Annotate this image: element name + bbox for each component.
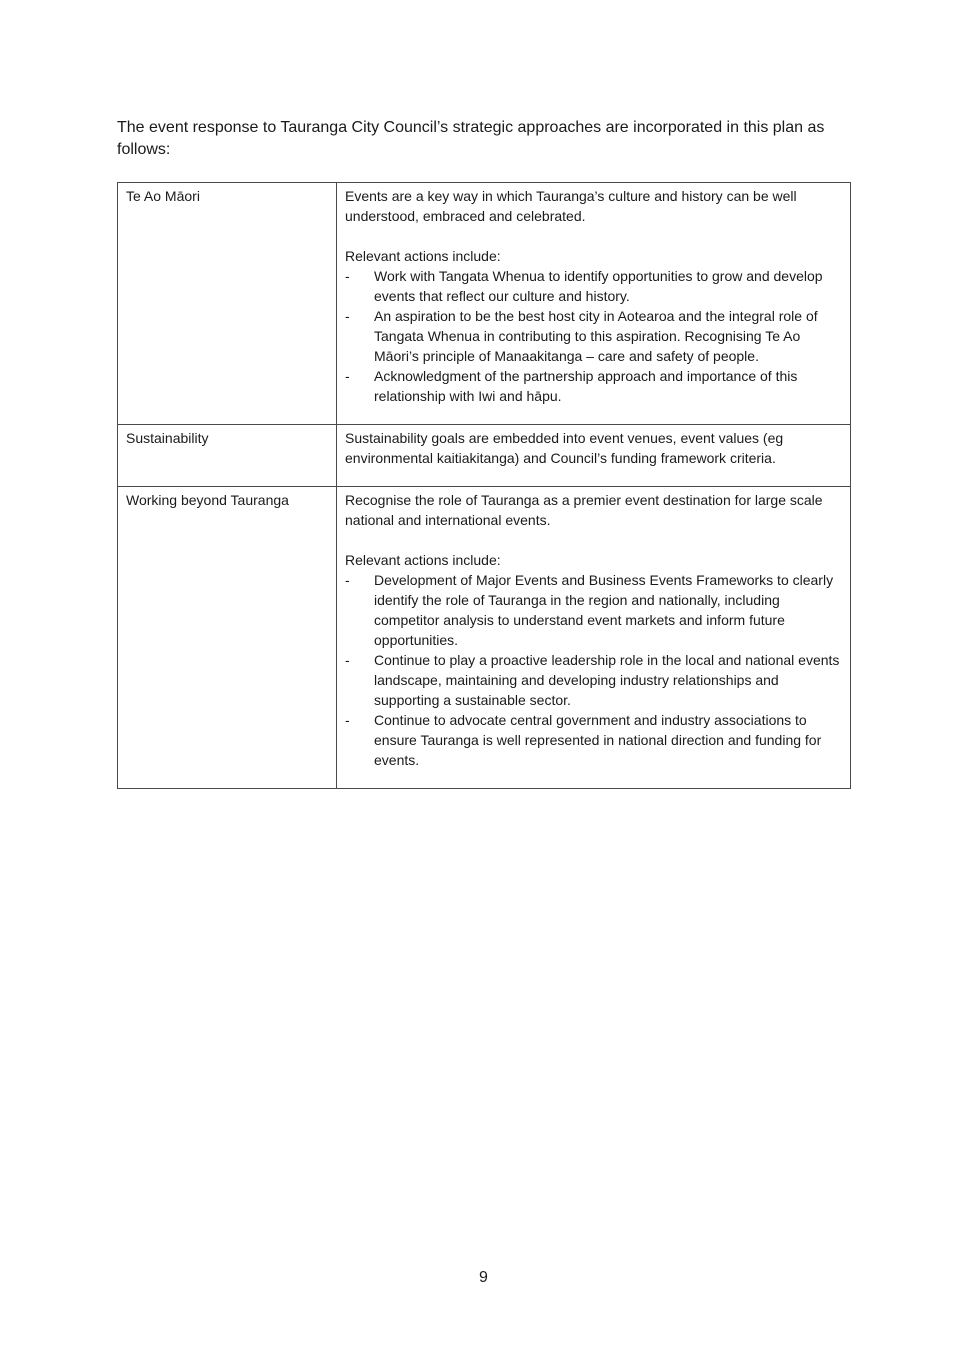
row-label-cell (118, 183, 337, 425)
dash-bullet: - (345, 652, 350, 668)
dash-bullet: - (345, 572, 350, 588)
row-description: Recognise the role of Tauranga as a premier event destination for large scale national and international events. (345, 492, 823, 528)
list-item (345, 650, 842, 710)
row-label: Te Ao Māori (126, 188, 200, 204)
row-description: Sustainability goals are embedded into event venues, event values (eg environmental kaitiakitanga) and Council’s funding framework criteria. (345, 430, 784, 466)
table-row (118, 487, 851, 789)
page-number: 9 (479, 1269, 488, 1286)
actions-list (345, 266, 842, 406)
action-text: Continue to advocate central government and industry associations to ensure Tauranga is well represented in national direction and funding for events. (374, 712, 822, 768)
dash-bullet: - (345, 368, 350, 384)
row-label: Working beyond Tauranga (126, 492, 289, 508)
list-item (345, 306, 842, 366)
row-description: Events are a key way in which Tauranga’s culture and history can be well understood, embraced and celebrated. (345, 188, 797, 224)
dash-bullet: - (345, 308, 350, 324)
list-item (345, 710, 842, 770)
row-content-cell (337, 425, 851, 487)
action-text: Work with Tangata Whenua to identify opportunities to grow and develop events that reflect our culture and history. (374, 268, 823, 304)
dash-bullet: - (345, 268, 350, 284)
row-content-cell (337, 487, 851, 789)
strategic-approaches-table (117, 182, 851, 789)
list-item (345, 266, 842, 306)
table-row (118, 183, 851, 425)
row-label: Sustainability (126, 430, 209, 446)
intro-paragraph: The event response to Tauranga City Council’s strategic approaches are incorporated in this plan as follows: (117, 119, 825, 158)
action-text: Acknowledgment of the partnership approach and importance of this relationship with Iwi and hāpu. (374, 368, 798, 404)
action-text: An aspiration to be the best host city in Aotearoa and the integral role of Tangata Whenua in contributing to this aspiration. Recognising Te Ao Māori’s principle of Manaakitanga – care and safety of people. (374, 308, 818, 364)
action-text: Continue to play a proactive leadership role in the local and national events landscape, maintaining and developing industry relationships and supporting a sustainable sector. (374, 652, 840, 708)
dash-bullet: - (345, 712, 350, 728)
list-item (345, 570, 842, 650)
actions-list (345, 570, 842, 770)
actions-heading: Relevant actions include: (345, 552, 501, 568)
table-row (118, 425, 851, 487)
row-label-cell (118, 487, 337, 789)
action-text: Development of Major Events and Business Events Frameworks to clearly identify the role of Tauranga in the region and nationally, including competitor analysis to understand event markets and inform future opportunities. (374, 572, 834, 648)
row-label-cell (118, 425, 337, 487)
list-item (345, 366, 842, 406)
row-content-cell (337, 183, 851, 425)
actions-heading: Relevant actions include: (345, 248, 501, 264)
